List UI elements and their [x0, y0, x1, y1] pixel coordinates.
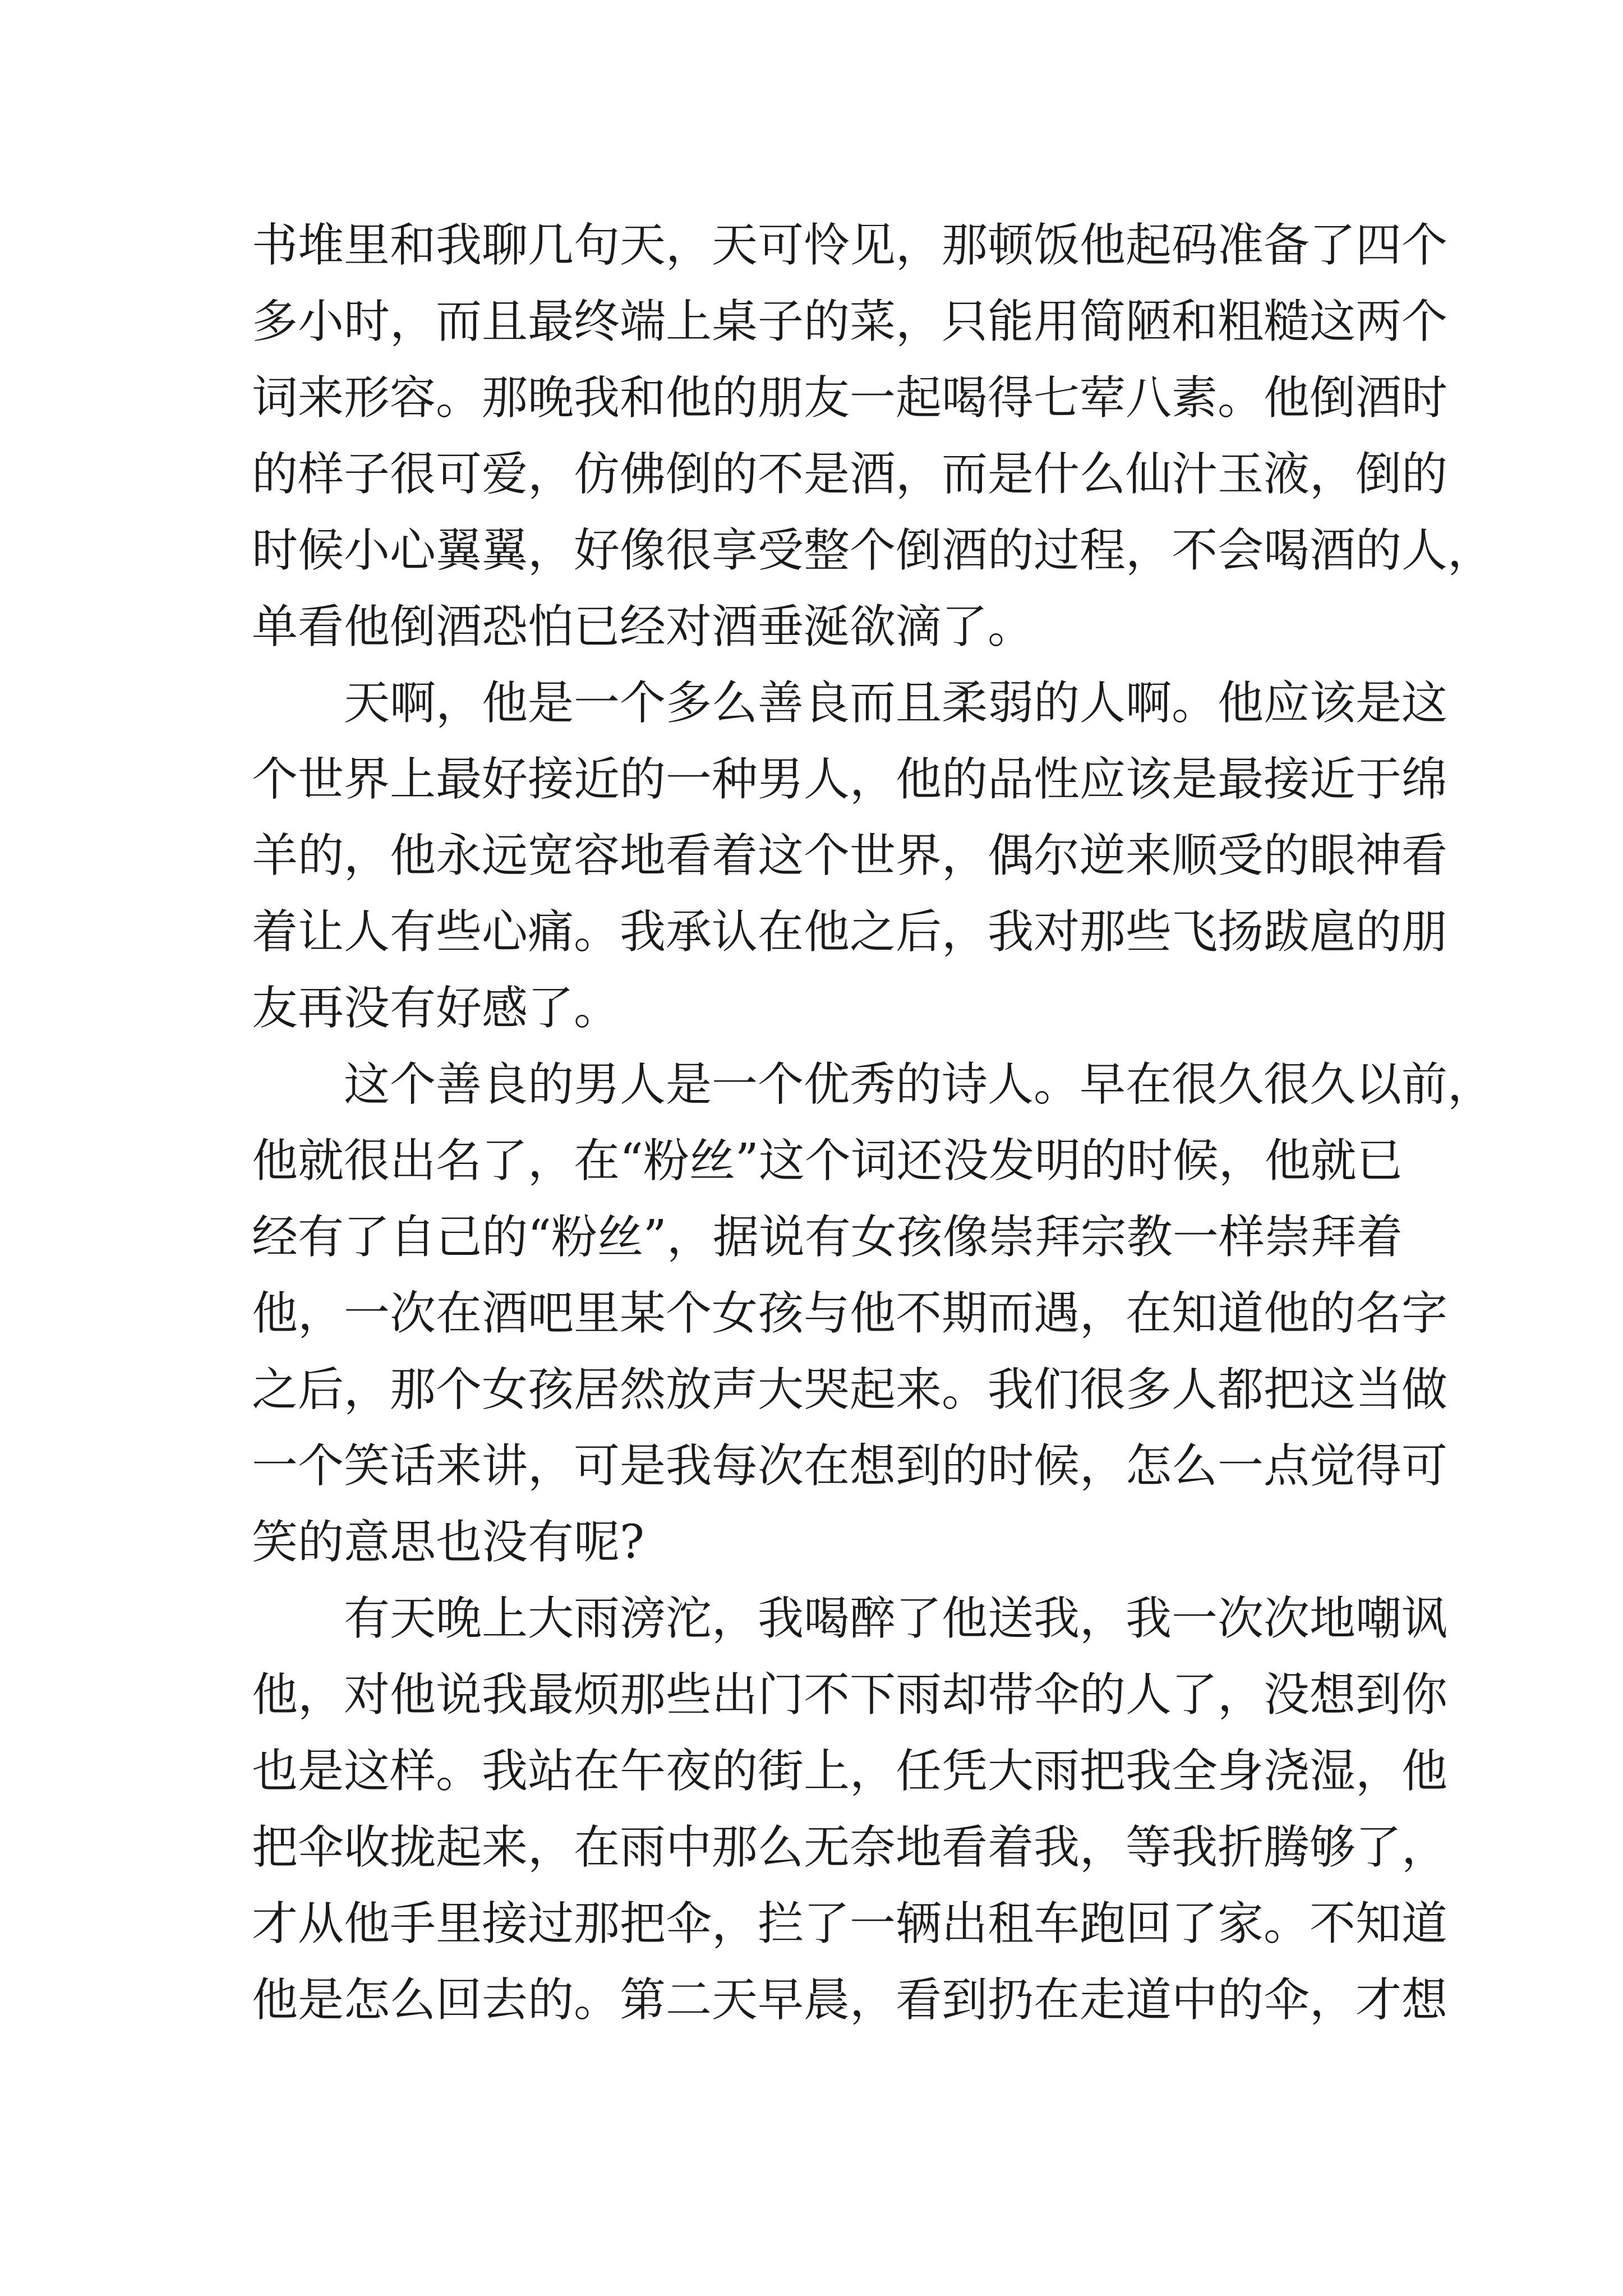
- text-line: 羊的，他永远宽容地看着这个世界，偶尔逆来顺受的眼神看: [252, 829, 1448, 882]
- text-line: 他，对他说我最烦那些出门不下雨却带伞的人了，没想到你: [252, 1668, 1448, 1722]
- text-line: 他是怎么回去的。第二天早晨，看到扔在走道中的伞，才想: [252, 1973, 1448, 2027]
- text-line: 才从他手里接过那把伞，拦了一辆出租车跑回了家。不知道: [252, 1897, 1448, 1950]
- text-line: 的样子很可爱，仿佛倒的不是酒，而是什么仙汁玉液，倒的: [252, 448, 1448, 501]
- paragraph-first-line: 这个善良的男人是一个优秀的诗人。早在很久很久以前，: [344, 1058, 1494, 1111]
- text-line: 经有了自己的“粉丝”，据说有女孩像崇拜宗教一样崇拜着: [252, 1211, 1403, 1264]
- body-text: [252, 208, 1494, 2039]
- paragraph-first-line: 有天晚上大雨滂沱，我喝醉了他送我，我一次次地嘲讽: [344, 1592, 1448, 1645]
- text-line: 友再没有好感了。: [252, 982, 620, 1035]
- text-line: 一个笑话来讲，可是我每次在想到的时候，怎么一点觉得可: [252, 1439, 1448, 1493]
- text-line: 把伞收拢起来，在雨中那么无奈地看着我，等我折腾够了，: [252, 1821, 1448, 1874]
- text-line: 单看他倒酒恐怕已经对酒垂涎欲滴了。: [252, 600, 1034, 654]
- text-line: 他，一次在酒吧里某个女孩与他不期而遇，在知道他的名字: [252, 1287, 1448, 1340]
- paragraph-first-line: 天啊，他是一个多么善良而且柔弱的人啊。他应该是这: [344, 677, 1448, 730]
- text-line: 笑的意思也没有呢?: [252, 1516, 644, 1569]
- text-line: 他就很出名了，在“粉丝”这个词还没发明的时候，他就已: [252, 1134, 1403, 1188]
- text-line: 书堆里和我聊几句天，天可怜见，那顿饭他起码准备了四个: [252, 219, 1448, 272]
- text-line: 着让人有些心痛。我承认在他之后，我对那些飞扬跋扈的朋: [252, 905, 1448, 959]
- text-line: 之后，那个女孩居然放声大哭起来。我们很多人都把这当做: [252, 1363, 1448, 1416]
- text-line: 个世界上最好接近的一种男人，他的品性应该是最接近于绵: [252, 753, 1448, 806]
- text-line: 也是这样。我站在午夜的街上，任凭大雨把我全身浇湿，他: [252, 1745, 1448, 1798]
- text-line: 多小时，而且最终端上桌子的菜，只能用简陋和粗糙这两个: [252, 295, 1448, 348]
- text-line: 词来形容。那晚我和他的朋友一起喝得七荤八素。他倒酒时: [252, 371, 1448, 425]
- text-line: 时候小心翼翼，好像很享受整个倒酒的过程，不会喝酒的人，: [252, 524, 1494, 577]
